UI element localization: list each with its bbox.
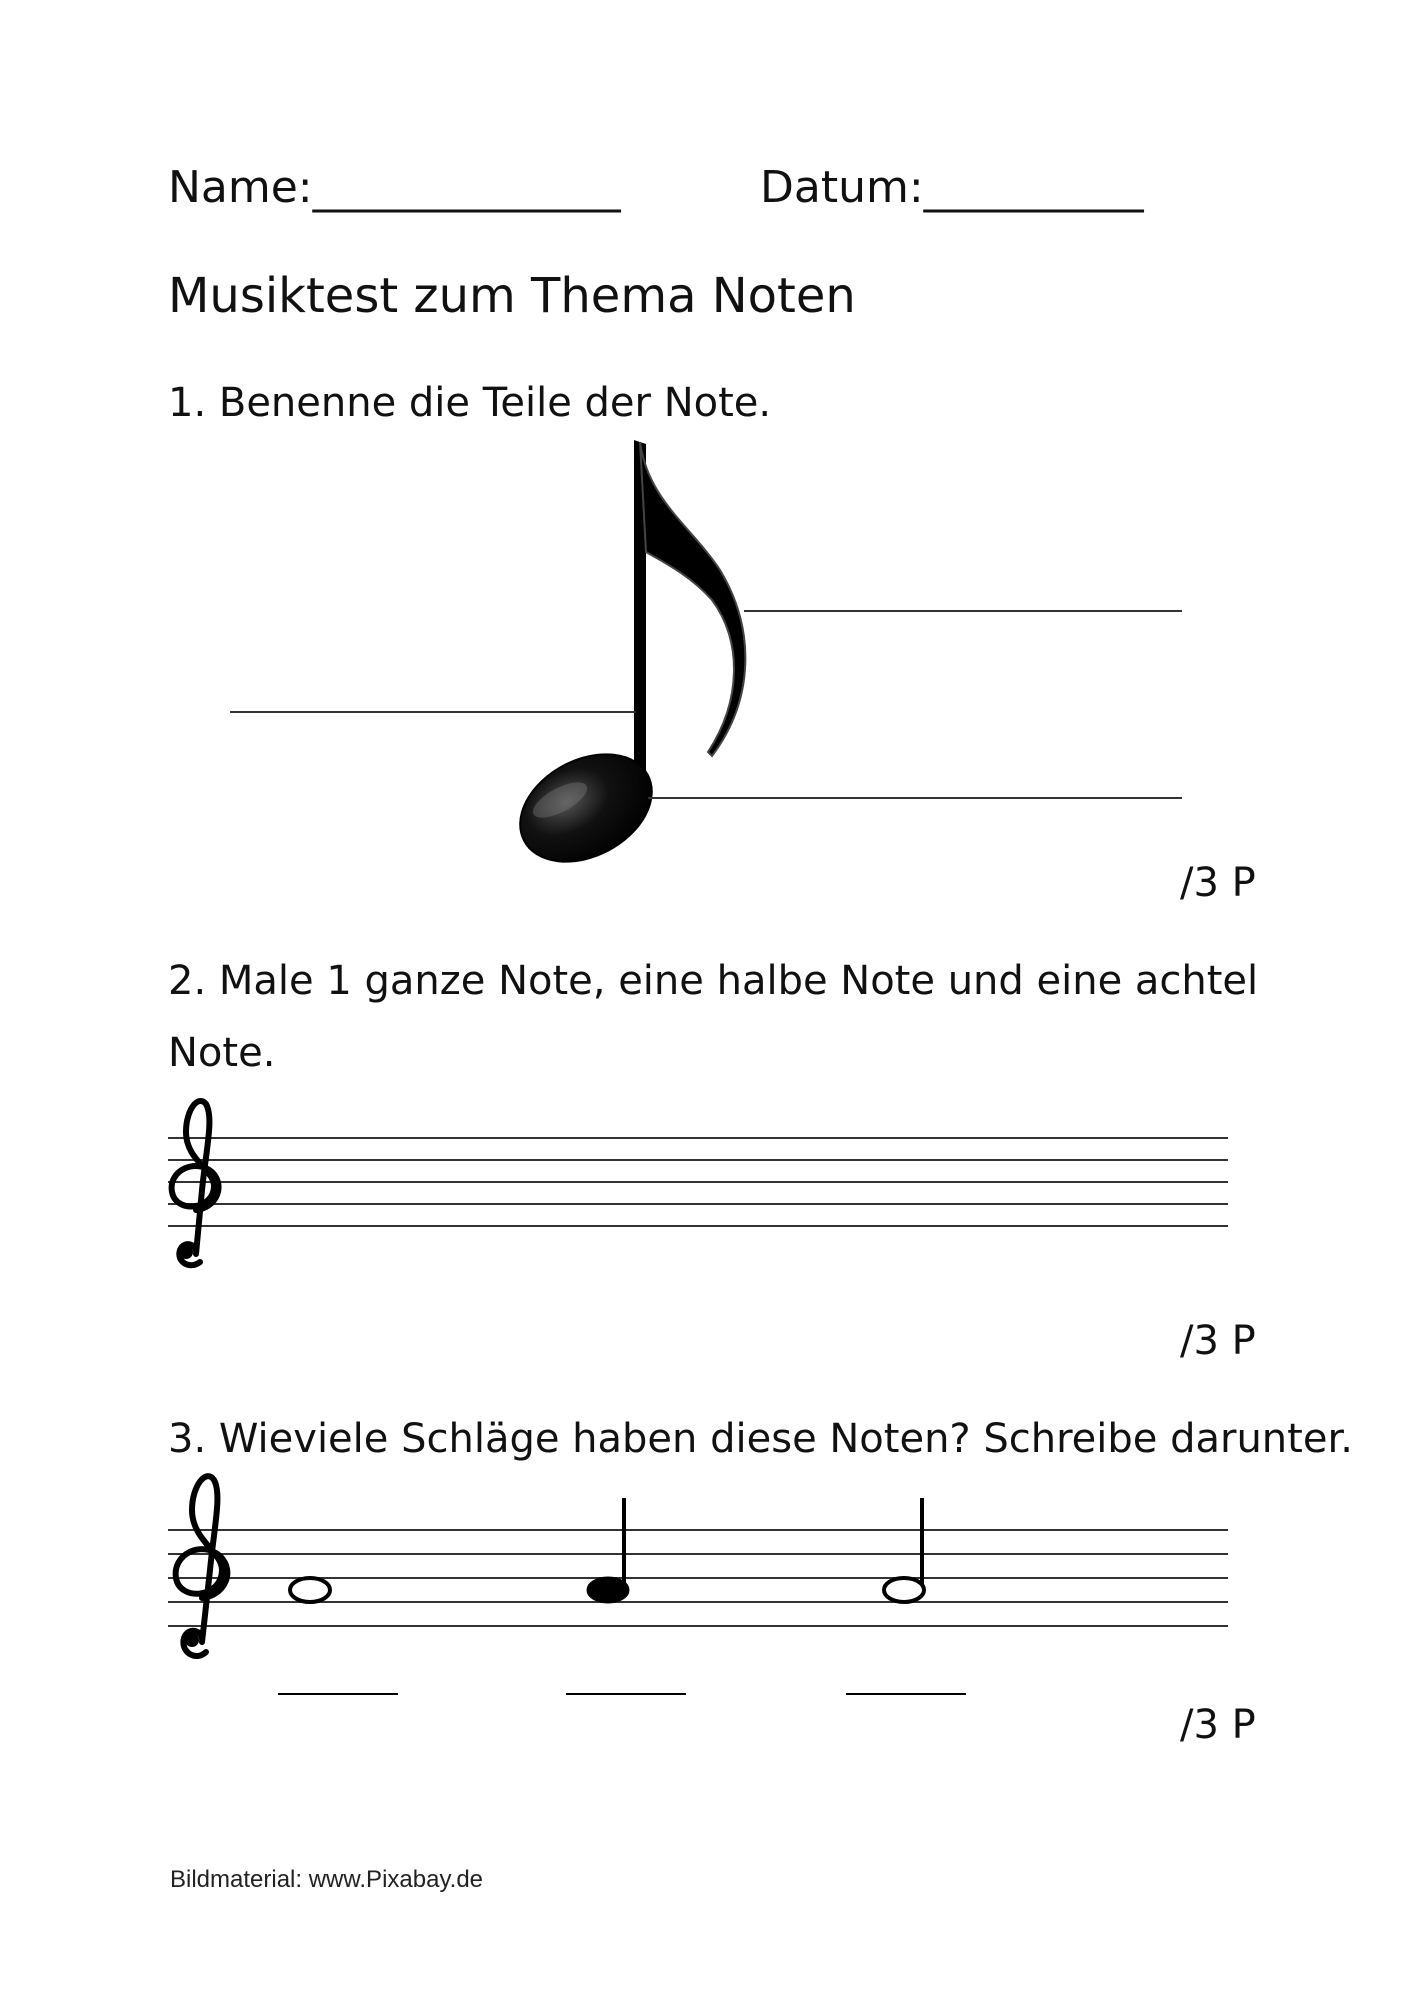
task3-prompt: 3. Wieviele Schläge haben diese Noten? Schreibe darunter. [168, 1416, 1353, 1462]
empty-staff [168, 1138, 1228, 1226]
quarter-note-icon [588, 1498, 628, 1602]
half-note-icon [884, 1498, 924, 1602]
task1-prompt: 1. Benenne die Teile der Note. [168, 380, 772, 426]
page-title: Musiktest zum Thema Noten [168, 268, 856, 324]
image-source-credit: Bildmaterial: www.Pixabay.de [170, 1866, 484, 1893]
eighth-note-diagram [502, 440, 746, 883]
task1-points: /3 P [1180, 860, 1256, 906]
treble-clef-icon [176, 1476, 228, 1656]
task2-prompt-line1: 2. Male 1 ganze Note, eine halbe Note und eine achtel [168, 958, 1259, 1004]
task2-prompt-line2: Note. [168, 1030, 276, 1076]
task2-points: /3 P [1180, 1318, 1256, 1364]
date-field-label: Datum:__________ [760, 162, 1144, 213]
note-flag [640, 442, 745, 756]
name-field-label: Name:______________ [168, 162, 621, 213]
task3-points: /3 P [1180, 1702, 1256, 1748]
whole-note-icon [290, 1578, 330, 1602]
treble-clef-icon [172, 1101, 219, 1265]
notes-staff [168, 1530, 1228, 1626]
